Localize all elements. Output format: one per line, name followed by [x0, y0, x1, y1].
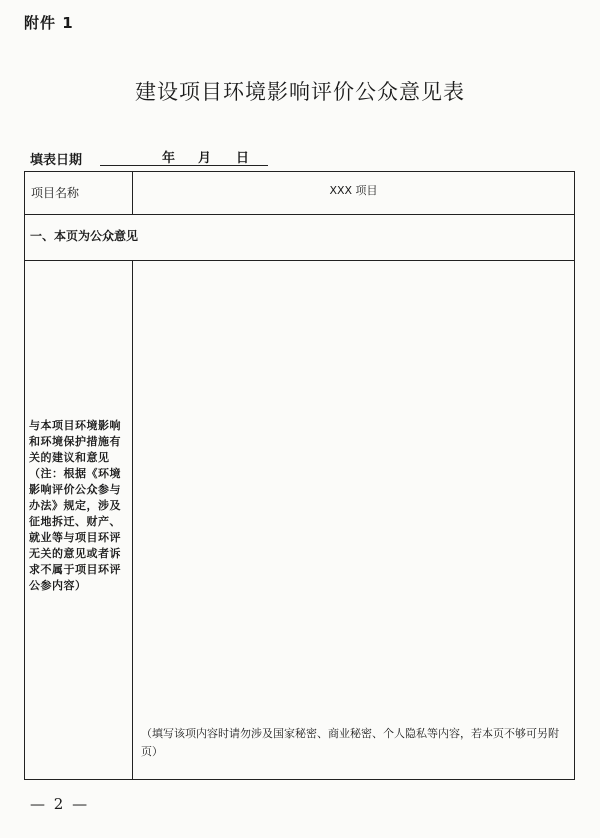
date-fill-label: 填表日期 — [30, 153, 83, 168]
opinion-input-area[interactable] — [133, 261, 574, 779]
annex-label: 附件 1 — [24, 14, 74, 32]
date-year-label: 年 — [162, 151, 176, 166]
project-name-value[interactable]: XXX 项目 — [329, 184, 378, 197]
project-name-label: 项目名称 — [25, 172, 133, 214]
opinion-label-cell — [25, 261, 133, 779]
date-month-label: 月 — [198, 151, 212, 166]
date-day-label: 日 — [236, 151, 250, 166]
document-title: 建设项目环境影响评价公众意见表 — [135, 80, 465, 104]
project-name-row — [25, 172, 574, 215]
date-fill-row — [24, 147, 424, 169]
opinion-form-table — [24, 171, 575, 780]
opinion-row — [25, 261, 574, 779]
page-number: — 2 — — [30, 795, 90, 813]
opinion-note: （填写该项内容时请勿涉及国家秘密、商业秘密、个人隐私等内容，若本页不够可另附页） — [141, 727, 559, 758]
opinion-label: 与本项目环境影响和环境保护措施有关的建议和意见（注：根据《环境影响评价公众参与办法》规定，涉及征地拆迁、财产、就业等与项目环评无关的意见或者诉求不属于项目环评公参内容） — [29, 419, 121, 592]
section-title: 一、本页为公众意见 — [25, 215, 574, 261]
